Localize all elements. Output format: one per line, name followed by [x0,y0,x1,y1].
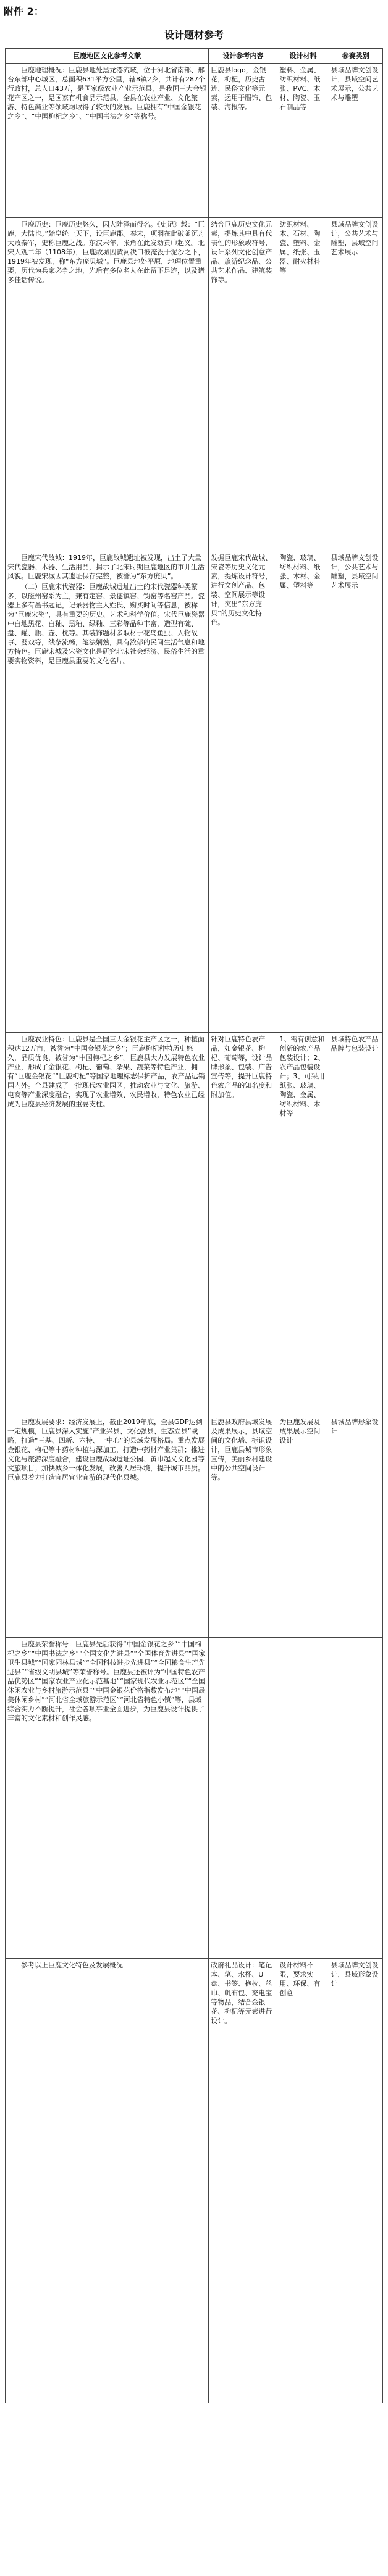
reference-paragraph: 巨鹿宋代故城：1919年，巨鹿故城遗址被发现，出土了大量宋代瓷器、木器、生活用品，揭示了北宋时期巨鹿地区的市井生活风貌。巨鹿宋城因其遗址保存完整，被誉为“东方庞贝”。 [7,554,205,580]
reference-paragraph: （二）巨鹿宋代瓷器：巨鹿故城遗址出土的宋代瓷器种类繁多，以磁州窑系为主，兼有定窑、景德镇窑、钧窑等名窑产品。瓷器上多有墨书题记，记录器物主人姓氏、购买时间等信息，被称为“巨鹿宋瓷”，具有重要的历史、艺术和科学价值。宋代巨鹿瓷器中白地黑花、白釉、黑釉、绿釉、三彩等品种丰富，造型有碗、盘、罐、瓶、壶、枕等。其装饰题材多取材于花鸟鱼虫、人物故事、婴戏等，线条流畅，笔法娴熟，具有浓郁的民间生活气息和地方特色。巨鹿宋城及宋瓷文化是研究北宋社会经济、民俗生活的重要实物资料，是巨鹿县重要的文化名片。 [7,583,205,665]
reference-paragraph: 巨鹿农业特色：巨鹿县是全国三大金银花主产区之一，种植面积达12万亩，被誉为“中国金银花之乡”；巨鹿枸杞种植历史悠久，品质优良，被誉为“中国枸杞之乡”。巨鹿县大力发展特色农业产业，形成了金银花、枸杞、葡萄、杂果、蔬菜等特色产业，拥有“巨鹿金银花”“巨鹿枸杞”等国家地理标志保护产品，农产品远销国内外。全县建成了一批现代农业园区，推动农业与文化、旅游、电商等产业深度融合，实现了农业增效、农民增收，特色农业已经成为巨鹿县经济发展的重要支柱。 [7,1035,205,1108]
cell-reference [6,551,209,1033]
cell-category [329,1638,382,1959]
cell-reference [6,1415,209,1638]
cell-content: 结合巨鹿历史文化元素，提炼其中具有代表性的形象或符号，设计系列文化创意产品、旅游纪念品、公共艺术作品、建筑装饰等。 [209,218,277,551]
header-content: 设计参考内容 [209,49,277,64]
table-row [6,551,383,1033]
reference-paragraph: 参考以上巨鹿文化特色及发展概况 [21,1961,123,1969]
cell-material: 陶瓷、玻璃、纺织材料、纸张、木材、金属、塑料等 [277,551,329,1033]
table-header-row [6,49,383,64]
table-row [6,1638,383,1959]
cell-category: 县域品牌文创设计，公共艺术与雕塑，县域空间艺术展示 [329,551,382,1033]
cell-content: 巨鹿县政府县域发展及成果展示，县域空间的文化墙、标识设计，巨鹿县城市形象宣传，美丽乡村建设中的公共空间设计等。 [209,1415,277,1638]
reference-paragraph: 巨鹿地理概况：巨鹿县地处黑龙港流域，位于河北省南部、邢台东部中心城区，总面积631平方公里，辖8镇2乡，共计有287个行政村，总人口43万，是国家级农业产业示范县，是我国三大金银花产区之一，是国家有机食品示范县，全县在农业产业、文化旅游、特色商业等领域均取得了较快的发展。巨鹿拥有“中国金银花之乡”、“中国枸杞之乡”、“中国书法之乡”等称号。 [7,66,206,120]
cell-reference [6,1033,209,1415]
cell-category: 县域品牌文创设计，公共艺术与雕塑，县域空间艺术展示 [329,218,382,551]
cell-reference [6,218,209,551]
table-row [6,1033,383,1415]
cell-material: 为巨鹿发展及成果展示空间设计 [277,1415,329,1638]
table-row [6,218,383,551]
cell-category: 县城品牌形象设计 [329,1415,382,1638]
table-body [6,64,383,2403]
cell-material: 设计材料不限，要求实用、环保、有创意 [277,1959,329,2403]
cell-reference [6,64,209,218]
cell-material: 塑料、金属、纺织材料、纸张、PVC、木材、陶瓷、玉石制品等 [277,64,329,218]
annex-label: 附件 2： [4,6,44,17]
cell-category: 县域品牌文创设计，县域空间艺术展示，公共艺术与雕塑 [329,64,382,218]
cell-material: 纺织材料、木、石材、陶瓷、塑料、金属、纸张、玉器、耐火材料等 [277,218,329,551]
cell-material [277,1638,329,1959]
cell-content: 政府礼品设计：笔记本、笔、水杯、U盘、书签、抱枕、丝巾、帆布包、充电宝等物品，结合金银花、枸杞等元素进行设计。 [209,1959,277,2403]
document-title: 设计题材参考 [164,29,224,41]
cell-content: 针对巨鹿特色农产品，如金银花、枸杞、葡萄等，设计品牌形象、包装、广告宣传等，提升巨鹿特色农产品的知名度和附加值。 [209,1033,277,1415]
header-category: 参赛类别 [329,49,382,64]
reference-paragraph: 巨鹿历史：巨鹿历史悠久，因大陆泽而得名。《史记》载：“巨鹿，大陆也。”始皇统一天下，设巨鹿郡。秦末，项羽在此破釜沉舟大败秦军，史称巨鹿之战。东汉末年，张角在此发动黄巾起义。北宋大观二年（1108年），巨鹿故城因黄河决口被淹没于泥沙之下，1919年被发现，称“东方庞贝城”。巨鹿县地处平原，地理位置重要，历代为兵家必争之地，先后有多位名人在此留下足迹，以及诸多佳话传说。 [7,220,205,284]
cell-material: 1、需有创意和创新的农产品包装设计；2、农产品包装设计；3、可采用纸张、玻璃、陶瓷、金属、纺织材料、木材等 [277,1033,329,1415]
reference-table [5,48,383,2403]
cell-reference [6,1638,209,1959]
table-row [6,1415,383,1638]
cell-category: 县域品牌文创设计，县域形象设计 [329,1959,382,2403]
cell-category: 县域特色农产品品牌与包装设计 [329,1033,382,1415]
cell-content: 巨鹿县logo，金银花，枸杞，历史古迹、民俗文化等元素，运用于服饰、包装、海报等。 [209,64,277,218]
cell-reference [6,1959,209,2403]
table-row [6,64,383,218]
reference-paragraph: 巨鹿发展要求：经济发展上，截止2019年底，全县GDP达到一定规模，巨鹿县深入实施“产业兴县、文化强县、生态立县”战略，打造“三基、四新、六特、一中心”的县域发展格局。重点发展金银花、枸杞等中药材种植与深加工，打造中药材产业集群；推进文化与旅游深度融合，建设巨鹿故城遗址公园、黄巾起义文化园等文旅项目；加快城乡一体化发展，改善人居环境，提升城市品质。巨鹿县着力打造宜居宜业宜游的现代化县城。 [7,1418,205,1482]
table-row [6,1959,383,2403]
reference-paragraph: 巨鹿县荣誉称号：巨鹿县先后获得“中国金银花之乡”“中国枸杞之乡”“中国书法之乡”“全国文化先进县”“全国体育先进县”“国家卫生县城”“国家园林县城”“全国科技进步先进县”“全国粮食生产先进县”“省级文明县城”等荣誉称号。巨鹿县还被评为“中国特色农产品优势区”“国家农业产业化示范基地”“国家现代农业示范区”“全国休闲农业与乡村旅游示范县”“中国金银花价格指数发布地”“中国最美休闲乡村”“河北省全域旅游示范区”“河北省特色小镇”等，县域综合实力不断提升，社会各项事业全面进步，为巨鹿县设计提供了丰富的文化素材和创作灵感。 [7,1640,206,1722]
cell-content: 发掘巨鹿宋代故城、宋瓷等历史文化元素，提炼设计符号，进行文创产品、包装、空间展示等设计，突出“东方庞贝”的历史文化特色。 [209,551,277,1033]
cell-content [209,1638,277,1959]
header-reference: 巨鹿地区文化参考文献 [6,49,209,64]
header-material: 设计材料 [277,49,329,64]
